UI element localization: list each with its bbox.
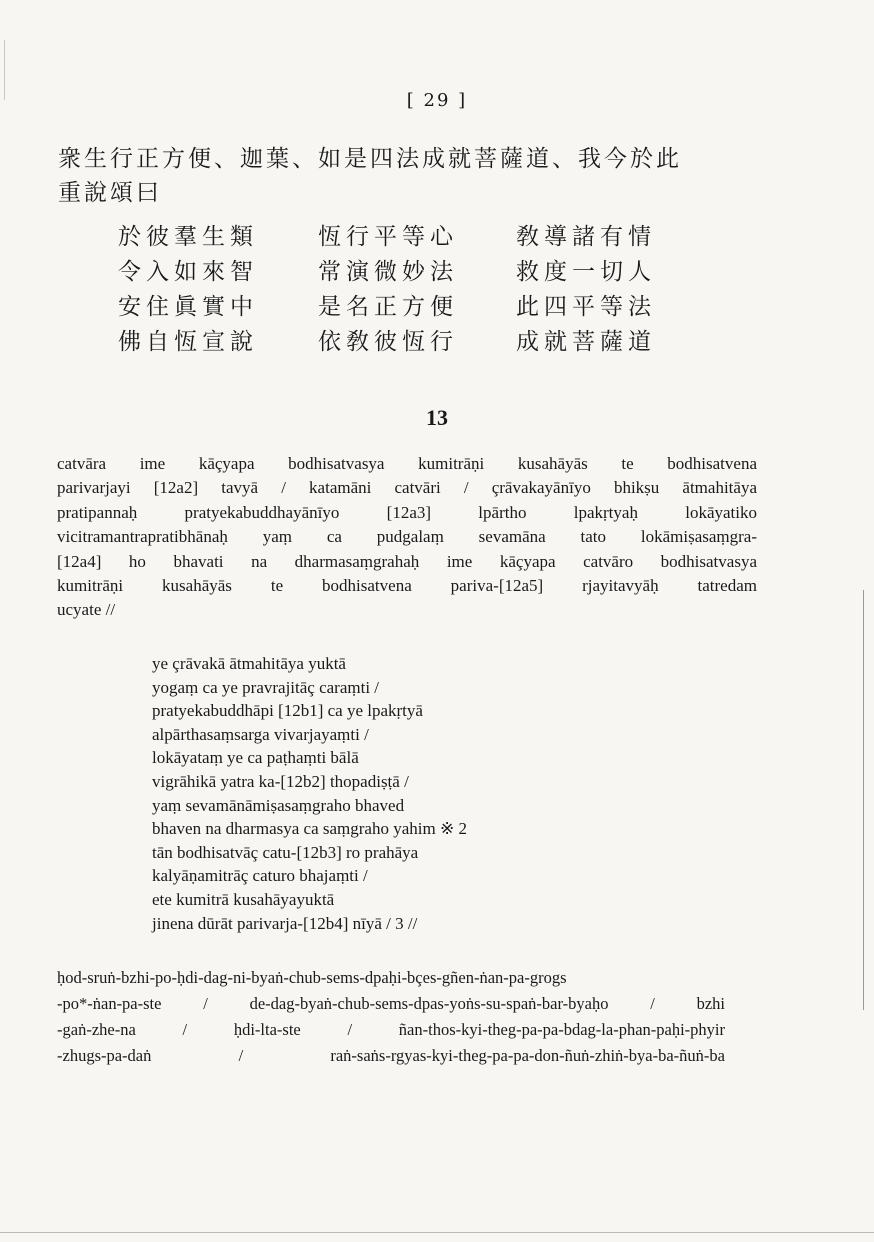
tibetan-transliteration (57, 965, 725, 1069)
chinese-intro-line-2: 重說頌曰 (58, 180, 162, 206)
chinese-verse-phrase: 令入如來智 (118, 259, 258, 285)
verse-line: yaṃ sevamānāmiṣasaṃgraho bhaved (152, 795, 405, 815)
prose-line: ucyate // (57, 600, 116, 620)
verse-line: yogaṃ ca ye pravrajitāç caraṃti / (152, 677, 380, 697)
chinese-verse-phrase: 安住眞實中 (118, 294, 258, 320)
section-number: 13 (426, 405, 448, 430)
verse-line: vigrāhikā yatra ka-[12b2] thopadiṣṭā / (152, 771, 409, 791)
verse-line: lokāyataṃ ye ca paṭhaṃti bālā (152, 748, 359, 768)
chinese-verse-row (118, 288, 718, 323)
chinese-verse-phrase: 救度一切人 (516, 259, 656, 285)
prose-line: pratipannaḥ pratyekabuddhayānīyo [12a3] lpārtho lpakṛtyaḥ lokāyatiko (57, 502, 757, 522)
scan-margin-line (863, 590, 864, 1010)
chinese-verse-phrase: 是名正方便 (318, 294, 458, 320)
chinese-verse-phrase: 此四平等法 (516, 294, 656, 320)
prose-line: parivarjayi [12a2] tavyā / katamāni catvāri / çrāvakayānīyo bhikṣu ātmahitāya (57, 478, 757, 498)
tibetan-line: ḥod-sruṅ-bzhi-po-ḥdi-dag-ni-byaṅ-chub-sems-dpaḥi-bçes-gñen-ṅan-pa-grogs (57, 968, 567, 987)
prose-line: [12a4] ho bhavati na dharmasaṃgrahaḥ ime kāçyapa catvāro bodhisatvasya (57, 551, 757, 571)
verse-line: tān bodhisatvāç catu-[12b3] ro prahāya (152, 842, 419, 862)
chinese-verse-row (118, 253, 718, 288)
verse-line: ye çrāvakā ātmahitāya yuktā (152, 654, 346, 673)
chinese-verse-phrase: 恆行平等心 (318, 224, 458, 250)
tibetan-line: -zhugs-pa-daṅ / raṅ-saṅs-rgyas-kyi-theg-pa-pa-don-ñuṅ-zhiṅ-bya-ba-ñuṅ-ba (57, 1046, 725, 1065)
chinese-verse-row (118, 323, 718, 358)
tibetan-line: -gaṅ-zhe-na / ḥdi-lta-ste / ñan-thos-kyi-theg-pa-pa-bdag-la-phan-paḥi-phyir (57, 1020, 725, 1039)
chinese-verse-block (118, 218, 718, 358)
prose-line: vicitramantrapratibhānaḥ yaṃ ca pudgalaṃ sevamāna tato lokāmiṣasaṃgra- (57, 527, 757, 547)
verse-line: kalyāṇamitrāç caturo bhajaṃti / (152, 866, 368, 886)
sanskrit-prose (57, 452, 757, 623)
scan-bottom-edge (0, 1232, 874, 1233)
scan-left-edge (4, 40, 5, 100)
verse-line: ete kumitrā kusahāyayuktā (152, 889, 335, 909)
verse-line: pratyekabuddhāpi [12b1] ca ye lpakṛtyā (152, 701, 423, 721)
tibetan-line: -po*-ṅan-pa-ste / de-dag-byaṅ-chub-sems-dpas-yoṅs-su-spaṅ-bar-byaḥo / bzhi (57, 994, 725, 1013)
page-number: [ 29 ] (406, 90, 468, 111)
chinese-verse-phrase: 成就菩薩道 (516, 329, 656, 355)
prose-line: catvāra ime kāçyapa bodhisatvasya kumitrāṇi kusahāyās te bodhisatvena (57, 454, 757, 473)
chinese-verse-row (118, 218, 718, 253)
verse-line: jinena dūrāt parivarja-[12b4] nīyā / 3 // (152, 913, 418, 933)
chinese-verse-phrase: 依敎彼恆行 (318, 329, 458, 355)
chinese-verse-phrase: 佛自恆宣說 (118, 329, 258, 355)
verse-line: bhaven na dharmasya ca saṃgraho yahim ※ 2 (152, 819, 467, 839)
prose-line: kumitrāṇi kusahāyās te bodhisatvena pariva-[12a5] rjayitavyāḥ tatredam (57, 576, 757, 596)
chinese-verse-phrase: 敎導諸有情 (516, 224, 656, 250)
sanskrit-verse (152, 652, 572, 935)
verse-line: alpārthasaṃsarga vivarjayaṃti / (152, 724, 369, 744)
chinese-verse-phrase: 於彼羣生類 (118, 224, 258, 250)
chinese-intro-line-1: 衆生行正方便、迦葉、如是四法成就菩薩道、我今於此 (58, 146, 682, 172)
chinese-verse-phrase: 常演微妙法 (318, 259, 458, 285)
